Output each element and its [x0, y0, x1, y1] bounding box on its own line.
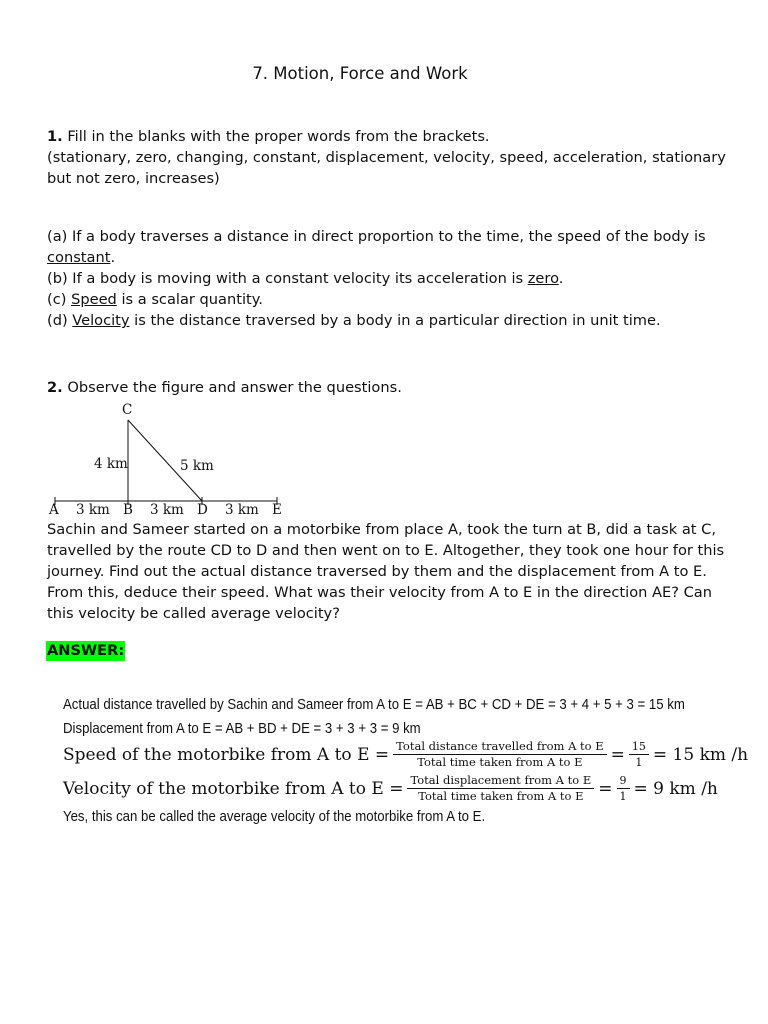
label-b: B [123, 502, 133, 518]
label-a: A [49, 502, 59, 518]
answer-b [47, 268, 737, 289]
label-d: D [197, 502, 208, 518]
answer-a-text: (a) If a body traverses a distance in direct proportion to the time, the speed of the body is [47, 228, 706, 245]
label-de-distance: 3 km [225, 502, 259, 518]
answer-conclusion-line: Yes, this can be called the average velocity of the motorbike from A to E. [63, 808, 486, 825]
velocity-fraction-numerator: Total displacement from A to E [407, 774, 594, 789]
speed-equals: = [610, 744, 625, 765]
answer-a [47, 226, 737, 268]
question-1-number: 1. [47, 128, 63, 145]
label-bd-distance: 3 km [150, 502, 184, 518]
answer-d-text: is the distance traversed by a body in a particular direction in unit time. [129, 312, 661, 329]
velocity-equals: = [598, 778, 613, 799]
question-2-text: Sachin and Sameer started on a motorbike from place A, took the turn at B, did a task at C, travelled by the route CD to D and then went on to E. Altogether, they took one hour for this journey. Find out the actual distance traversed by them and the displacement from A to E. From this, deduce their speed. What was their velocity from A to E in the direction AE? Can this velocity be called average velocity? [47, 521, 725, 622]
velocity-equation [63, 774, 718, 803]
label-ab-distance: 3 km [76, 502, 110, 518]
page-title: 7. Motion, Force and Work [252, 64, 468, 83]
velocity-value-denominator: 1 [619, 790, 627, 803]
question-1-answers [47, 226, 737, 331]
speed-result: = 15 km /h [652, 744, 749, 765]
answer-a-period: . [110, 249, 116, 266]
answer-distance-line: Actual distance travelled by Sachin and Sameer from A to E = AB + BC + CD + DE = 3 + 4 + 5 + 3 = 15 km [63, 696, 685, 713]
question-2-prompt: Observe the figure and answer the questions. [67, 379, 402, 396]
label-e: E [272, 502, 282, 518]
speed-lhs: Speed of the motorbike from A to E = [63, 744, 390, 765]
velocity-fraction [407, 774, 594, 803]
answer-a-blank: constant [47, 249, 111, 266]
speed-fraction-numerator: Total distance travelled from A to E [393, 740, 607, 755]
speed-value-fraction [629, 740, 649, 769]
answer-label: ANSWER: [47, 642, 125, 659]
answer-c-blank: Speed [71, 291, 117, 308]
route-figure [40, 398, 300, 520]
label-c: C [122, 402, 133, 418]
speed-equation [63, 740, 748, 769]
speed-fraction-denominator: Total time taken from A to E [417, 755, 583, 769]
label-cd-distance: 5 km [180, 458, 214, 474]
question-1-block [47, 126, 737, 189]
question-2-heading [47, 377, 737, 398]
label-bc-distance: 4 km [94, 456, 128, 472]
speed-value-denominator: 1 [635, 756, 643, 769]
answer-b-period: . [558, 270, 564, 287]
velocity-result: = 9 km /h [633, 778, 718, 799]
speed-fraction [393, 740, 607, 769]
answer-d-prefix: (d) [47, 312, 73, 329]
question-1-prompt: Fill in the blanks with the proper words from the brackets. [67, 128, 490, 145]
velocity-fraction-denominator: Total time taken from A to E [418, 789, 584, 803]
velocity-value-fraction [617, 774, 630, 803]
answer-c [47, 289, 737, 310]
answer-displacement-line: Displacement from A to E = AB + BD + DE = 3 + 3 + 3 = 9 km [63, 720, 421, 737]
answer-b-text: (b) If a body is moving with a constant velocity its acceleration is [47, 270, 528, 287]
answer-d [47, 310, 737, 331]
answer-c-prefix: (c) [47, 291, 72, 308]
speed-value-numerator: 15 [629, 740, 649, 755]
answer-c-text: is a scalar quantity. [116, 291, 263, 308]
answer-b-blank: zero [527, 270, 559, 287]
question-1-options: (stationary, zero, changing, constant, displacement, velocity, speed, acceleration, stationary but not zero, increases) [47, 149, 726, 187]
velocity-value-numerator: 9 [617, 774, 630, 789]
velocity-lhs: Velocity of the motorbike from A to E = [63, 778, 404, 799]
question-2-number: 2. [47, 379, 63, 396]
answer-d-blank: Velocity [72, 312, 130, 329]
